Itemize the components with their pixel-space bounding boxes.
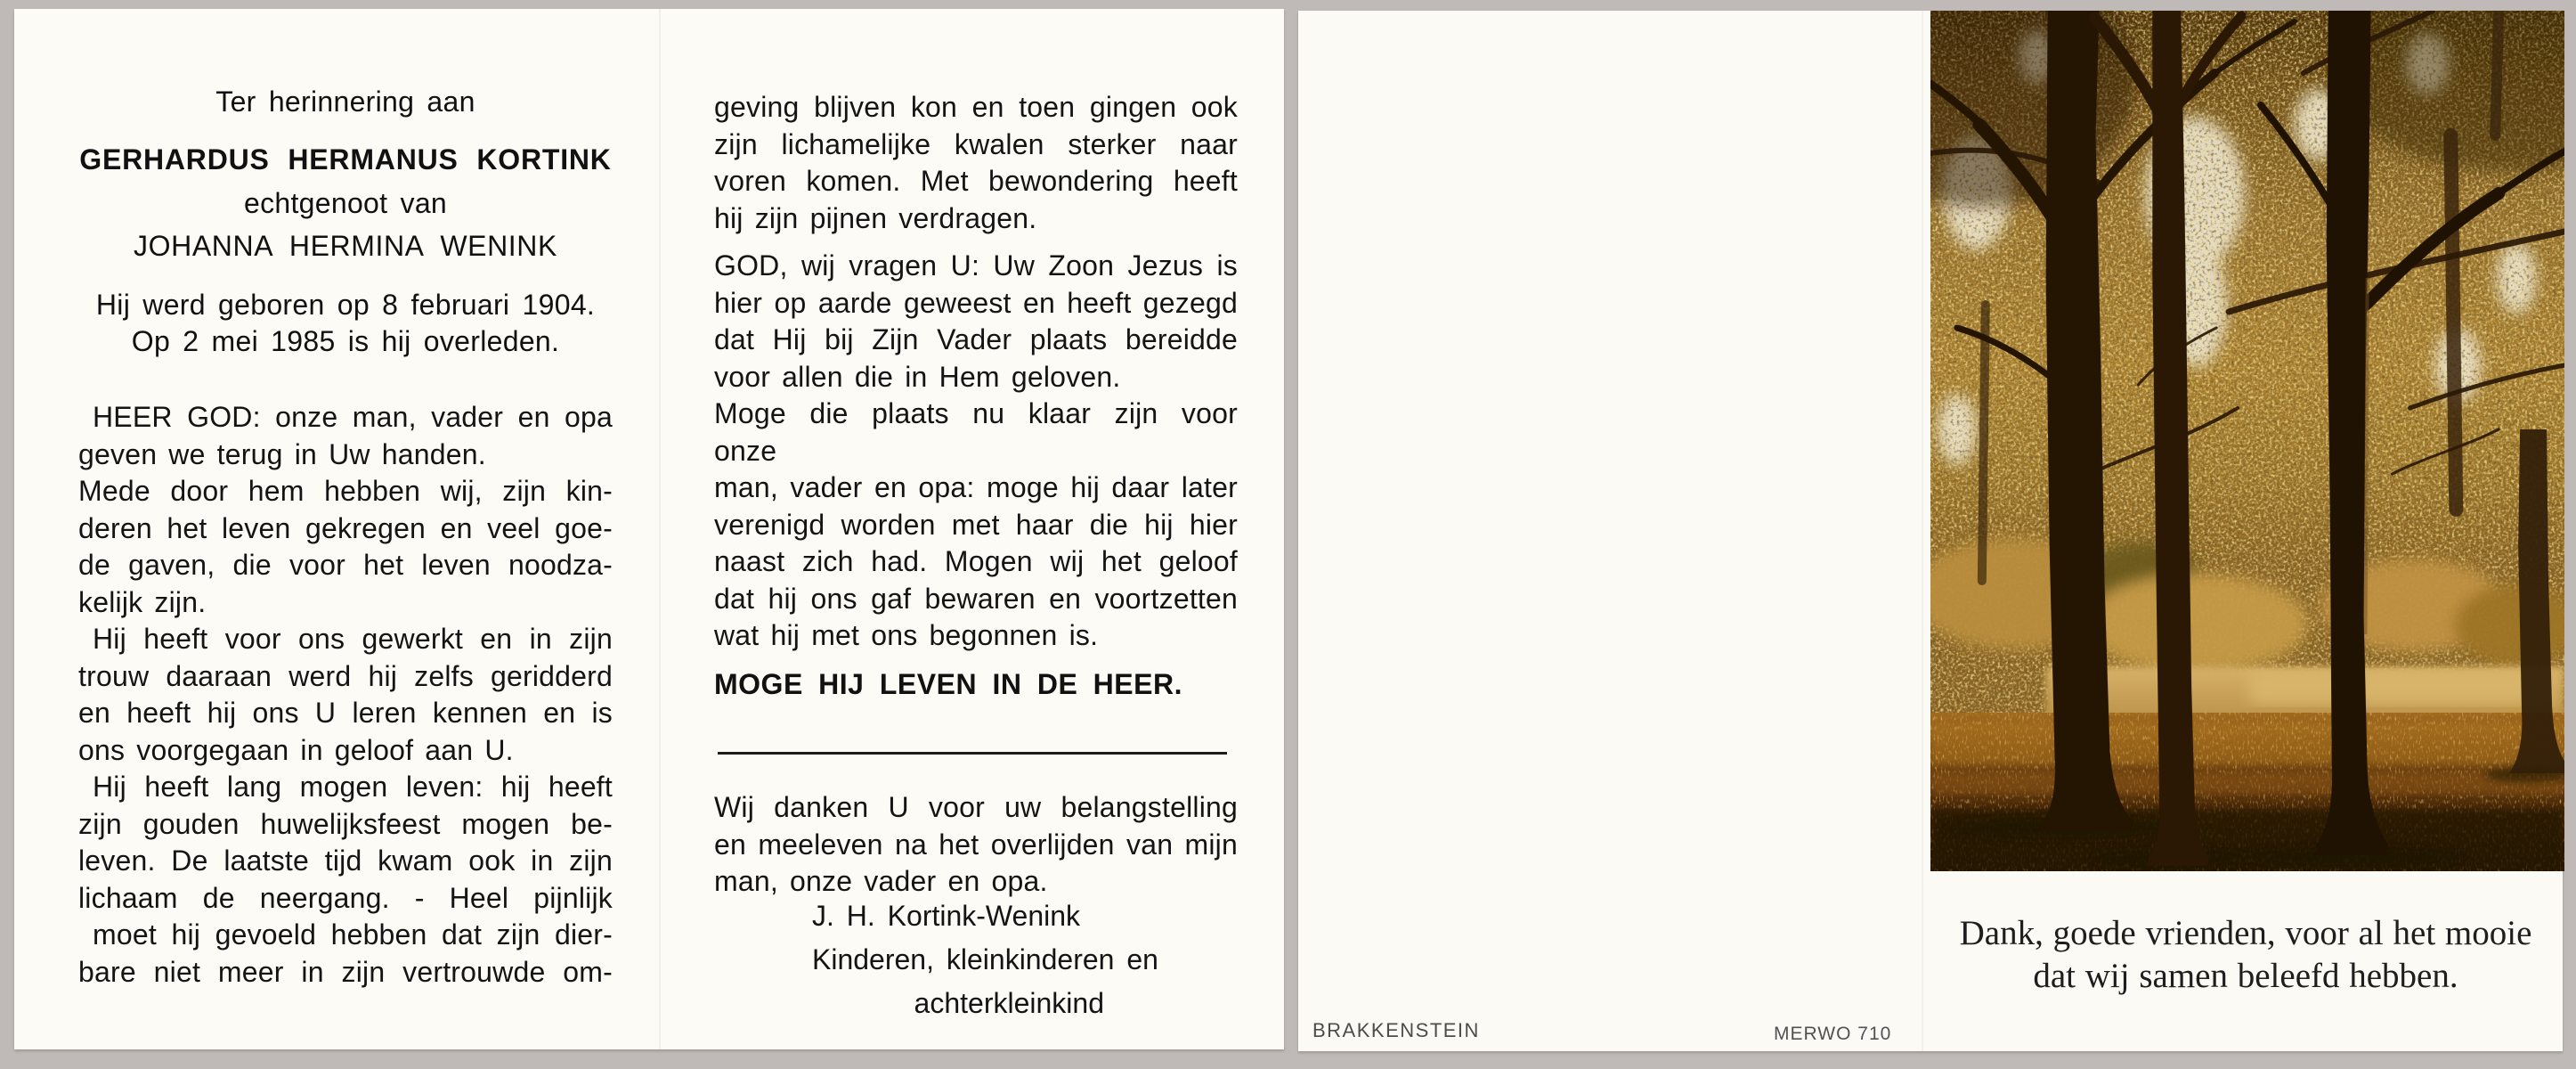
text-line: voren komen. Met bewondering heeft [714,165,1238,197]
signature-greatgrandchild: achterkleinkind [914,987,1104,1019]
thanks-paragraph [714,789,1238,901]
text-line: HEER GOD: onze man, vader en opa [93,401,613,433]
relation-line: echtgenoot van [243,187,448,219]
text-line: naast zich had. Mogen wij het geloof [714,545,1238,577]
text-line: Mede door hem hebben wij, zijn kin- [78,475,613,507]
text-line: GOD, wij vragen U: Uw Zoon Jezus is [714,249,1238,282]
text-line: Hij heeft lang mogen leven: hij heeft [93,771,613,803]
text-line: leven. De laatste tijd kwam ook in zijn [78,845,613,877]
fold-crease [659,9,661,1049]
text-line: hier op aarde geweest en heeft gezegd [714,286,1238,319]
text-line: Wij danken U voor uw belangstelling [714,791,1238,823]
spouse-name: JOHANNA HERMINA WENINK [134,230,557,262]
text-line: dat hij ons gaf bewaren en voortzetten [714,582,1238,615]
text-line: lichaam de neergang. - Heel pijnlijk [78,881,613,914]
text-line: ons voorgegaan in geloof aan U. [78,733,514,766]
fold-crease-right [1922,11,1923,1051]
column1-paragraphs [78,399,613,991]
text-line: man, vader en opa: moge hij daar later [714,471,1238,503]
text-line: zijn gouden huwelijksfeest mogen be- [78,807,613,840]
text-line: deren het leven gekregen en veel goe- [78,511,613,544]
column2-paragraph1 [714,89,1238,237]
text-line: Moge die plaats nu klaar zijn voor onze [714,397,1238,467]
motto-line: MOGE HIJ LEVEN IN DE HEER. [714,668,1182,700]
text-line: wat hij met ons begonnen is. [714,619,1099,651]
text-line: dat Hij bij Zijn Vader plaats bereidde [714,323,1238,355]
signature-name: J. H. Kortink-Wenink [812,900,1081,932]
column2-paragraph2 [714,248,1238,655]
text-line: geving blijven kon en toen gingen ook [714,91,1238,123]
text-line: Hij heeft voor ons gewerkt en in zijn [93,623,613,655]
divider-line [718,752,1227,755]
printer-name: BRAKKENSTEIN [1312,1019,1480,1041]
print-number: MERWO 710 [1774,1024,1892,1044]
text-line: voor allen die in Hem geloven. [714,360,1121,393]
text-line: bare niet meer in zijn vertrouwde om- [78,955,613,988]
autumn-forest-illustration [1930,11,2564,871]
text-line: hij zijn pijnen verdragen. [714,201,1037,234]
autumn-forest-photo [1930,11,2564,871]
text-line: kelijk zijn. [78,585,207,618]
right-card [1298,11,2563,1051]
signature-family: Kinderen, kleinkinderen en [812,943,1158,975]
caption [1927,912,2564,998]
deceased-name: GERHARDUS HERMANUS KORTINK [79,143,612,175]
text-line: moet hij gevoeld hebben dat zijn dier- [93,918,613,951]
text-line: trouw daaraan werd hij zelfs geridderd [78,659,613,692]
text-line: geven we terug in Uw handen. [78,437,486,470]
memorial-line: Ter herinnering aan [215,86,475,118]
text-line: verenigd worden met haar die hij hier [714,508,1238,541]
caption-line-2: dat wij samen beleefd hebben. [2033,957,2458,995]
text-line: en meeleven na het overlijden van mijn [714,828,1238,861]
death-line: Op 2 mei 1985 is hij overleden. [131,325,560,357]
text-line: de gaven, die voor het leven noodza- [78,549,613,581]
caption-line-1: Dank, goede vrienden, voor al het mooie [1959,914,2532,952]
text-line: en heeft hij ons U leren kennen en is [78,697,613,729]
text-line: man, onze vader en opa. [714,865,1048,897]
text-line: zijn lichamelijke kwalen sterker naar [714,127,1238,160]
birth-line: Hij werd geboren op 8 februari 1904. [95,289,596,321]
left-card [14,9,1284,1049]
